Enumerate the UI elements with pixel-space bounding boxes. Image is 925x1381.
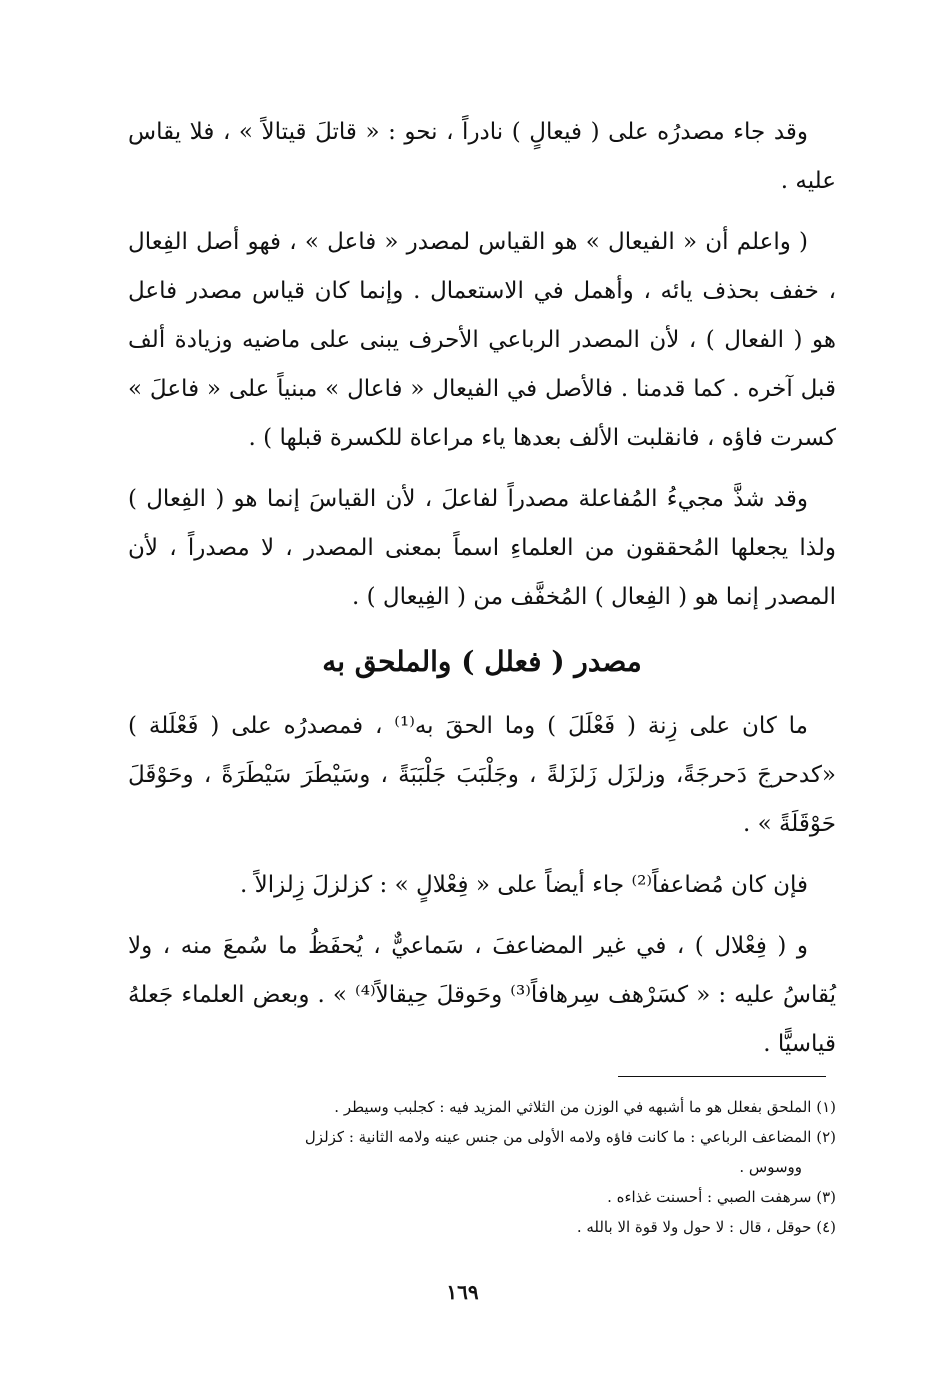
footnote-4: (٤) حوقل ، قال : لا حول ولا قوة الا بالله . — [576, 1218, 836, 1236]
footnote-3: (٣) سرهفت الصبي : أحسنت غذاءه . — [607, 1188, 836, 1206]
footnote-2: (٢) المضاعف الرباعي : ما كانت فاؤه ولامه الأولى من جنس عينه ولامه الثانية : كزلزل — [304, 1128, 836, 1146]
main-text — [128, 108, 836, 1081]
paragraph-fiaal: وقد جاء مصدرُه على ( فيعالٍ ) نادراً ، نحو : « قاتلَ قيتالاً » ، فلا يقاس عليه . — [128, 119, 836, 194]
paragraph-falala: ما كان على زِنة ( فَعْلَلَ ) وما الحقَ به⁽¹⁾ ، فمصدرُه على ( فَعْلَلة ) «كدحرجَ دَحرجَةً، وزلزَل زَلزَلةً ، وجَلْبَبَ جَلْبَبَةً ، وسَيْطَرَ سَيْطَرَةً ، وحَوْقَلَ حَوْقَلَةً » . — [128, 713, 836, 837]
paragraph-mudaaf: فإن كان مُضاعفاً⁽²⁾ جاء أيضاً على « فِعْلالٍ » : كزلزلَ زِلزالاً . — [239, 872, 808, 898]
paragraph-mufaala: وقد شذَّ مجيءُ المُفاعلة مصدراً لفاعلَ ، لأن القياسَ إنما هو ( الفِعال ) ولذا يجعلها المُحققون من العلماءِ اسماً بمعنى المصدر ، لا مصدراً ، لأن المصدر إنما هو ( الفِعال ) المُخفَّف من ( الفِيعال ) . — [128, 486, 836, 610]
paragraph-explanation: ( واعلم أن « الفيعال » هو القياس لمصدر « فاعل » ، فهو أصل الفِعال ، خفف بحذف يائه ، وأهمل في الاستعمال . وإنما كان قياس مصدر فاعل هو ( الفعال ) ، لأن المصدر الرباعي الأحرف يبنى على ماضيه وزيادة ألف قبل آخره . كما قدمنا . فالأصل في الفيعال « فاعال » مبنياً على « فاعلَ » كسرت فاؤه ، فانقلبت الألف بعدها ياء مراعاة للكسرة قبلها ) . — [128, 229, 836, 451]
footnote-1: (١) الملحق بفعلل هو ما أشبهه في الوزن من الثلاثي المزيد فيه : كجلبب وسيطر . — [334, 1098, 836, 1116]
page-number: ١٦٩ — [446, 1280, 479, 1304]
paragraph-filaal: و ( فِعْلال ) ، في غير المضاعفَ ، سَماعيٌّ ، يُحفَظُ ما سُمعَ منه ، ولا يُقاسُ عليه : « كسَرْهف سِرهافاً⁽³⁾ وحَوقلَ حِيقالاً⁽⁴⁾ » . وبعض العلماء جَعلهُ قياسيًّا . — [128, 933, 836, 1057]
footnotes — [128, 1092, 836, 1242]
footnote-2-continued: ووسوس . — [739, 1158, 802, 1176]
footnote-divider — [618, 1076, 826, 1077]
section-title: مصدر ( فعلل ) والملحق به — [322, 645, 642, 678]
